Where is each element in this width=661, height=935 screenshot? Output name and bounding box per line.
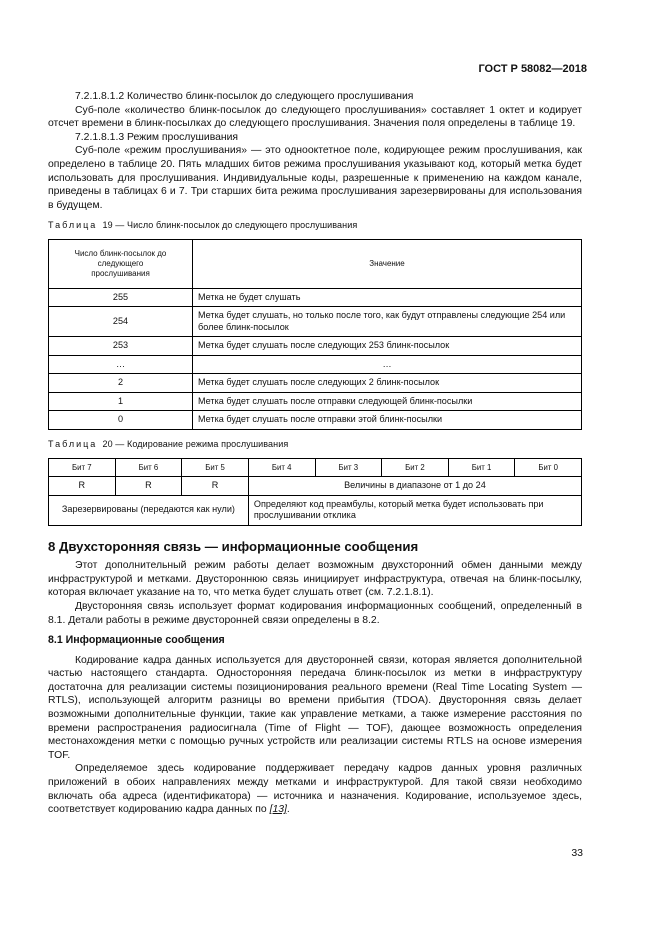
table20-bit-header: Бит 4	[248, 458, 315, 477]
table19	[48, 239, 582, 430]
table20-bit7-value: R	[49, 477, 116, 496]
table20-bit-header: Бит 2	[382, 458, 449, 477]
table-row	[49, 392, 582, 411]
intro-paragraph: 7.2.1.8.1.3 Режим прослушивания	[75, 131, 239, 143]
table19-value-cell: Метка будет слушать, но только после того, как будут отправлены следующие 254 или более блинк-посылок	[193, 307, 582, 337]
table20-caption-text: 20 — Кодирование режима прослушивания	[102, 438, 289, 449]
section81-paragraph-2-end: .	[286, 804, 290, 816]
intro-paragraph: Суб-поле «количество блинк-посылок до следующего прослушивания» составляет 1 октет и кодирует отсчет времени в блинк-посылках до следующего прослушивания. Значения поля определены в таблице 19.	[48, 104, 582, 130]
section81-paragraph-2	[48, 762, 582, 816]
table19-header-row	[49, 239, 582, 288]
table20-bit5-value: R	[182, 477, 249, 496]
table19-value-cell: Метка будет слушать после следующих 253 блинк-посылок	[193, 337, 582, 356]
page-number: 33	[571, 847, 583, 859]
table20-high-bits-meaning: Зарезервированы (передаются как нули)	[49, 495, 249, 525]
table19-header-value: Значение	[193, 239, 582, 288]
table19-header-count: Число блинк-посылок до следующего прослушивания	[49, 239, 193, 288]
table20-bit-header: Бит 6	[115, 458, 182, 477]
table20-caption-word: Таблица	[48, 438, 98, 449]
table20-bit-header: Бит 0	[515, 458, 582, 477]
table20-meaning-row	[49, 495, 582, 525]
table20-low-bits-meaning: Определяют код преамбулы, который метка будет использовать при прослушивании отклика	[248, 495, 581, 525]
table-row	[49, 355, 582, 374]
intro-paragraph: Суб-поле «режим прослушивания» — это однооктетное поле, кодирующее режим прослушивания, как определено в таблице 20. Пять младших битов режима прослушивания указывают код, который метка будет использовать для прослушивания. Индивидуальные коды, разрешенные к применению на каждом канале, приведены в таблицах 6 и 7. Три старших бита режима прослушивания зарезервированы для использования в будущем.	[48, 145, 582, 211]
table19-value-cell: Метка будет слушать после отправки этой блинк-посылки	[193, 411, 582, 430]
intro-paragraphs	[48, 90, 582, 212]
table19-count-cell: 255	[49, 288, 193, 307]
table19-count-cell: 1	[49, 392, 193, 411]
table20-bit-header: Бит 3	[315, 458, 382, 477]
table20-bit-header: Бит 7	[49, 458, 116, 477]
section81-paragraph-1: Кодирование кадра данных используется для двусторонней связи, которая является дополнительной частью настоящего стандарта. Односторонняя передача блинк-посылок из метки в инфраструктуру достаточна для реализации системы позиционирования реального времени (Real Time Locating System — RTLS), использующей алгоритм разницы во времени прибытия (TDOA). Двусторонняя связь делает возможными дополнительные функции, такие как управление метками, а также измерение расстояния по времени распространения радиосигнала (Time of Flight — TOF), дающее возможность определения местонахождения метки с помощью ручных устройств или реализации системы RTLS на основе измерения TOF.	[48, 654, 582, 761]
table19-count-cell: …	[49, 355, 193, 374]
section8-title: 8 Двухсторонняя связь — информационные сообщения	[48, 538, 419, 554]
table19-value-cell: Метка будет слушать после отправки следующей блинк-посылки	[193, 392, 582, 411]
table19-value-cell: Метка будет слушать после следующих 2 блинк-посылок	[193, 374, 582, 393]
table19-body	[49, 288, 582, 429]
section8-paragraph-2: Двусторонняя связь использует формат кодирования информационных сообщений, определенный в 8.1. Детали работы в режиме двусторонней связи определены в 8.2.	[48, 600, 582, 626]
table20-caption	[48, 438, 582, 452]
table19-count-cell: 2	[49, 374, 193, 393]
table20-bit-header: Бит 1	[448, 458, 515, 477]
table20-values-row	[49, 477, 582, 496]
table19-count-cell: 254	[49, 307, 193, 337]
table20	[48, 458, 582, 526]
bibliography-reference-link[interactable]: [13]	[269, 804, 287, 816]
table19-caption-word: Таблица	[48, 220, 98, 231]
table-row	[49, 307, 582, 337]
document-header: ГОСТ Р 58082—2018	[478, 63, 587, 75]
table19-value-cell: Метка не будет слушать	[193, 288, 582, 307]
table19-caption	[48, 219, 582, 233]
table20-bit-header: Бит 5	[182, 458, 249, 477]
table19-count-cell: 0	[49, 411, 193, 430]
table20-bits-row	[49, 458, 582, 477]
table-row	[49, 288, 582, 307]
section81-title: 8.1 Информационные сообщения	[48, 634, 225, 647]
table-row	[49, 337, 582, 356]
table19-caption-text: 19 — Число блинк-посылок до следующего прослушивания	[102, 220, 358, 231]
table20-bit6-value: R	[115, 477, 182, 496]
table-row	[49, 374, 582, 393]
table-row	[49, 411, 582, 430]
section8-paragraph-1: Этот дополнительный режим работы делает возможным двухсторонний обмен данными между инфраструктурой и метками. Двустороннюю связь инициирует инфраструктура, отвечая на блинк-посылку, которая включает указание на то, что метка будет слушать ответ (см. 7.2.1.8.1).	[48, 560, 582, 599]
section81-paragraph-2-text: Определяемое здесь кодирование поддерживает передачу кадров данных уровня различных приложений в обоих направлениях между метками и инфраструктурой. Для такой связи необходимо включать оба адреса (идентификатора) — источника и назначения. Кодирование, используемое здесь, соответствует кодированию кадра данных по	[48, 763, 582, 816]
table19-value-cell: …	[193, 355, 582, 374]
table19-count-cell: 253	[49, 337, 193, 356]
intro-paragraph: 7.2.1.8.1.2 Количество блинк-посылок до следующего прослушивания	[75, 91, 414, 102]
page-content	[48, 90, 582, 817]
table20-low-bits-range: Величины в диапазоне от 1 до 24	[248, 477, 581, 496]
